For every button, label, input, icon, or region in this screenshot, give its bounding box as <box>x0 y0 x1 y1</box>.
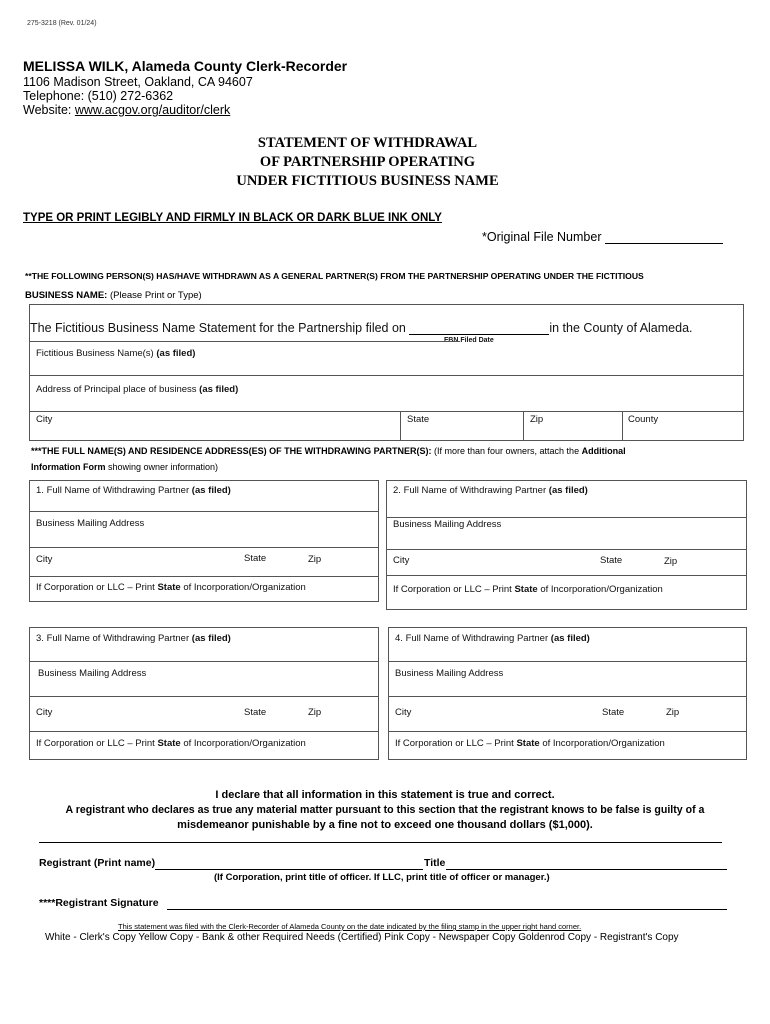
partner-3-divider <box>30 661 378 662</box>
fbn-statement-prefix: The Fictitious Business Name Statement for the Partnership filed on <box>30 321 406 335</box>
title-label: Title <box>424 857 446 869</box>
partner-1-city-label: City <box>36 554 53 565</box>
partner-3-city-label: City <box>36 707 53 718</box>
original-file-number-label: *Original File Number <box>482 230 602 244</box>
fbn-city-label: City <box>36 414 53 425</box>
partner-3-divider <box>30 696 378 697</box>
section2-heading <box>31 446 626 456</box>
partner-1-as-filed: (as filed) <box>191 485 231 496</box>
partner-1-corp-prefix: If Corporation or LLC – Print <box>36 582 158 593</box>
title-note: (If Corporation, print title of officer. If LLC, print title of officer or manager.) <box>214 872 550 883</box>
partner-3-box <box>29 627 379 760</box>
partner-1-corp-state: State <box>157 582 181 593</box>
partner-4-name-text: . Full Name of Withdrawing Partner <box>400 633 551 644</box>
copy-distribution: White - Clerk's Copy Yellow Copy - Bank & other Required Needs (Certified) Pink Copy - Newspaper Copy Goldenrod Copy - Registrant's Copy <box>45 932 679 943</box>
fbn-name-as-filed: (as filed) <box>156 348 196 359</box>
agency-address: 1106 Madison Street, Oakland, CA 94607 <box>23 75 253 89</box>
partner-1-name-text: . Full Name of Withdrawing Partner <box>41 485 192 496</box>
partner-4-state-label: State <box>602 707 625 718</box>
section2-info-form: Information Form <box>31 462 106 472</box>
partner-3-corp-prefix: If Corporation or LLC – Print <box>36 738 158 749</box>
form-number: 275-3218 (Rev. 01/24) <box>27 20 97 27</box>
fbn-name-text: Fictitious Business Name(s) <box>36 348 157 359</box>
partner-1-divider <box>30 576 378 577</box>
website-label: Website: <box>23 103 75 117</box>
partner-3-corp-state: State <box>157 738 181 749</box>
partner-2-corp-state: State <box>514 584 538 595</box>
partner-4-zip-label: Zip <box>666 707 680 718</box>
partner-2-mailing-label: Business Mailing Address <box>393 519 502 530</box>
partner-2-zip-label: Zip <box>664 556 678 567</box>
partner-1-zip-label: Zip <box>308 554 322 565</box>
fbn-filed-date-caption: FBN Filed Date <box>444 337 494 344</box>
partner-4-number: 4 <box>395 633 401 644</box>
fbn-info-box <box>29 304 744 441</box>
fbn-filed-date-field[interactable] <box>409 323 549 335</box>
partner-4-corp-state: State <box>516 738 540 749</box>
section2-heading-additional: Additional <box>581 446 626 456</box>
partner-3-corp-suffix: of Incorporation/Organization <box>180 738 306 749</box>
declaration-rule <box>39 842 722 843</box>
agency-website <box>23 103 230 117</box>
agency-name: MELISSA WILK, Alameda County Clerk-Recorder <box>23 58 348 74</box>
partner-4-divider <box>389 731 746 732</box>
partner-1-divider <box>30 547 378 548</box>
principal-address-text: Address of Principal place of business <box>36 384 200 395</box>
partner-2-divider <box>387 517 746 518</box>
partner-2-name-label <box>393 485 588 496</box>
partner-4-divider <box>389 661 746 662</box>
filed-note: This statement was filed with the Clerk-Recorder of Alameda County on the date indicated by the filing stamp in the upper right hand corner. <box>118 922 582 931</box>
partner-3-corp-label <box>36 738 306 749</box>
partner-1-corp-suffix: of Incorporation/Organization <box>180 582 306 593</box>
partner-3-mailing-label: Business Mailing Address <box>38 668 147 679</box>
partner-2-number: 2 <box>393 485 399 496</box>
fbn-row-divider <box>30 411 743 412</box>
partner-2-divider <box>387 575 746 576</box>
title-field[interactable] <box>446 869 727 870</box>
registrant-print-label: Registrant (Print name) <box>39 857 156 869</box>
original-file-number-field[interactable] <box>605 231 723 244</box>
form-title-line3: UNDER FICTITIOUS BUSINESS NAME <box>236 173 499 189</box>
section2-heading-note: (If more than four owners, attach the <box>431 446 582 456</box>
partner-2-corp-label <box>393 584 663 595</box>
partner-4-city-label: City <box>395 707 412 718</box>
partner-2-box <box>386 480 747 610</box>
partner-1-number: 1 <box>36 485 42 496</box>
fbn-state-label: State <box>407 414 430 425</box>
partner-4-corp-prefix: If Corporation or LLC – Print <box>395 738 517 749</box>
partner-2-divider <box>387 549 746 550</box>
fbn-col-divider <box>400 411 401 440</box>
form-title-line2: OF PARTNERSHIP OPERATING <box>259 154 476 170</box>
original-file-number <box>482 230 723 244</box>
partner-4-divider <box>389 696 746 697</box>
section2-info-note: showing owner information) <box>105 462 219 472</box>
section1-business-name-label: BUSINESS NAME: <box>25 290 108 301</box>
website-link[interactable]: www.acgov.org/auditor/clerk <box>74 103 231 117</box>
partner-1-box <box>29 480 379 602</box>
partner-3-name-label <box>36 633 231 644</box>
registrant-signature-label: ****Registrant Signature <box>39 897 159 909</box>
partner-3-as-filed: (as filed) <box>191 633 231 644</box>
section1-print-note: (Please Print or Type) <box>107 290 202 301</box>
partner-3-divider <box>30 731 378 732</box>
partner-2-name-text: . Full Name of Withdrawing Partner <box>398 485 549 496</box>
section2-heading-bold: ***THE FULL NAME(S) AND RESIDENCE ADDRESS(ES) OF THE WITHDRAWING PARTNER(S): <box>31 446 432 456</box>
declaration-line2: A registrant who declares as true any material matter pursuant to this section that the registrant knows to be false is guilty of a <box>65 804 705 816</box>
form-title-line1: STATEMENT OF WITHDRAWAL <box>257 135 478 151</box>
section1-heading: **THE FOLLOWING PERSON(S) HAS/HAVE WITHDRAWN AS A GENERAL PARTNER(S) FROM THE PARTNERSHIP OPERATING UNDER THE FICTITIOUS <box>25 271 644 281</box>
fbn-col-divider <box>622 411 623 440</box>
partner-4-name-label <box>395 633 590 644</box>
declaration-line1: I declare that all information in this statement is true and correct. <box>215 789 555 801</box>
partner-2-corp-prefix: If Corporation or LLC – Print <box>393 584 515 595</box>
partner-4-as-filed: (as filed) <box>550 633 590 644</box>
partner-3-number: 3 <box>36 633 42 644</box>
registrant-print-field[interactable] <box>155 869 423 870</box>
section2-heading-line2 <box>31 462 218 472</box>
partner-3-state-label: State <box>244 707 267 718</box>
fbn-row-divider <box>30 375 743 376</box>
fbn-statement <box>30 321 693 335</box>
ink-instruction: TYPE OR PRINT LEGIBLY AND FIRMLY IN BLACK OR DARK BLUE INK ONLY <box>23 212 442 224</box>
partner-3-name-text: . Full Name of Withdrawing Partner <box>41 633 192 644</box>
partner-2-corp-suffix: of Incorporation/Organization <box>537 584 663 595</box>
partner-4-corp-label <box>395 738 665 749</box>
partner-1-state-label: State <box>244 553 267 564</box>
partner-1-divider <box>30 511 378 512</box>
partner-4-mailing-label: Business Mailing Address <box>395 668 504 679</box>
agency-telephone: Telephone: (510) 272-6362 <box>23 89 174 103</box>
principal-address-as-filed: (as filed) <box>199 384 239 395</box>
section1-heading-line2 <box>25 290 202 301</box>
registrant-signature-field[interactable] <box>167 909 727 910</box>
partner-4-box <box>388 627 747 760</box>
partner-4-corp-suffix: of Incorporation/Organization <box>539 738 665 749</box>
partner-1-name-label <box>36 485 231 496</box>
partner-1-corp-label <box>36 582 306 593</box>
partner-2-city-label: City <box>393 555 410 566</box>
declaration-line3: misdemeanor punishable by a fine not to exceed one thousand dollars ($1,000). <box>177 819 593 831</box>
fbn-name-label <box>36 348 195 359</box>
fbn-statement-suffix: in the County of Alameda. <box>549 321 693 335</box>
partner-2-state-label: State <box>600 555 623 566</box>
fbn-zip-label: Zip <box>530 414 544 425</box>
partner-1-mailing-label: Business Mailing Address <box>36 518 145 529</box>
fbn-county-label: County <box>628 414 659 425</box>
partner-3-zip-label: Zip <box>308 707 322 718</box>
fbn-row-divider <box>30 341 460 342</box>
principal-address-label <box>36 384 238 395</box>
partner-2-as-filed: (as filed) <box>548 485 588 496</box>
fbn-col-divider <box>523 411 524 440</box>
